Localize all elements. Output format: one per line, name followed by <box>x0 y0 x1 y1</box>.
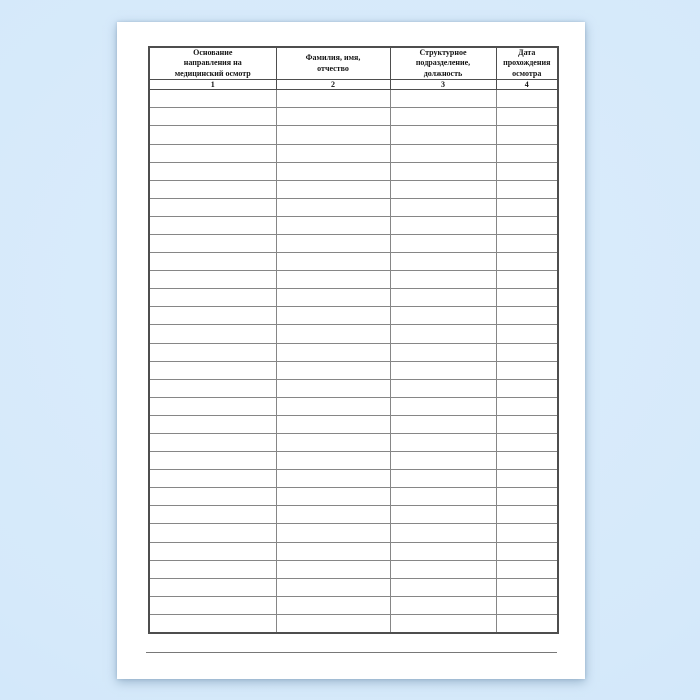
table-row <box>149 162 558 180</box>
table-cell <box>276 415 390 433</box>
header-line: прохождения <box>503 58 551 68</box>
table-cell <box>390 379 496 397</box>
table-cell <box>276 506 390 524</box>
table-cell <box>496 180 558 198</box>
table-cell <box>390 162 496 180</box>
header-line: подразделение, <box>415 58 471 68</box>
header-line: Фамилия, имя, <box>305 53 361 63</box>
column-number-row <box>149 80 558 90</box>
table-row <box>149 434 558 452</box>
column-number-cell: 2 <box>276 80 390 90</box>
table-cell <box>276 596 390 614</box>
table-row <box>149 234 558 252</box>
table-cell <box>276 379 390 397</box>
table-cell <box>496 234 558 252</box>
table-cell <box>496 307 558 325</box>
table-cell <box>276 325 390 343</box>
table-cell <box>496 325 558 343</box>
table-cell <box>276 560 390 578</box>
table-cell <box>390 234 496 252</box>
header-line: должность <box>423 68 463 78</box>
table-cell <box>496 434 558 452</box>
table-row <box>149 596 558 614</box>
column-number-cell: 4 <box>496 80 558 90</box>
table-cell <box>390 596 496 614</box>
table-cell <box>149 180 276 198</box>
table-cell <box>390 506 496 524</box>
table-cell <box>276 488 390 506</box>
table-cell <box>390 470 496 488</box>
table-row <box>149 90 558 108</box>
table-cell <box>149 542 276 560</box>
table-cell <box>276 253 390 271</box>
table-cell <box>276 108 390 126</box>
table-cell <box>276 126 390 144</box>
table-cell <box>276 216 390 234</box>
table-cell <box>496 108 558 126</box>
header-row <box>149 47 558 80</box>
table-cell <box>390 578 496 596</box>
table-cell <box>496 560 558 578</box>
table-cell <box>390 108 496 126</box>
column-number-cell: 1 <box>149 80 276 90</box>
table-cell <box>149 253 276 271</box>
table-cell <box>496 614 558 633</box>
table-cell <box>390 216 496 234</box>
table-cell <box>149 560 276 578</box>
table-cell <box>276 180 390 198</box>
table-cell <box>496 397 558 415</box>
table-cell <box>276 343 390 361</box>
table-row <box>149 506 558 524</box>
table-cell <box>276 614 390 633</box>
table-cell <box>496 253 558 271</box>
table-cell <box>276 470 390 488</box>
table-header <box>149 47 558 90</box>
table-cell <box>496 289 558 307</box>
table-cell <box>496 506 558 524</box>
table-row <box>149 578 558 596</box>
table-cell <box>390 415 496 433</box>
table-cell <box>149 614 276 633</box>
table-cell <box>149 506 276 524</box>
table-cell <box>149 397 276 415</box>
table-cell <box>149 144 276 162</box>
table-cell <box>390 343 496 361</box>
table-cell <box>390 198 496 216</box>
table-cell <box>276 90 390 108</box>
table-row <box>149 397 558 415</box>
table-cell <box>496 415 558 433</box>
header-line: Дата <box>518 48 536 57</box>
table-row <box>149 216 558 234</box>
table-cell <box>390 289 496 307</box>
table-cell <box>276 198 390 216</box>
table-cell <box>276 434 390 452</box>
table-cell <box>390 144 496 162</box>
table-cell <box>276 578 390 596</box>
table-cell <box>149 198 276 216</box>
table-cell <box>390 307 496 325</box>
table-row <box>149 108 558 126</box>
table-cell <box>390 560 496 578</box>
table-cell <box>149 108 276 126</box>
table-cell <box>390 434 496 452</box>
table-row <box>149 524 558 542</box>
table-row <box>149 488 558 506</box>
table-cell <box>390 397 496 415</box>
header-line: осмотра <box>512 68 542 78</box>
table-cell <box>149 307 276 325</box>
table-cell <box>496 379 558 397</box>
table-cell <box>496 216 558 234</box>
table-row <box>149 560 558 578</box>
header-line: направления на <box>183 58 242 68</box>
table-row <box>149 307 558 325</box>
header-line: Структурное <box>419 48 467 57</box>
table-cell <box>276 271 390 289</box>
table-cell <box>496 90 558 108</box>
column-header-department <box>390 47 496 80</box>
table-cell <box>390 271 496 289</box>
table-cell <box>496 144 558 162</box>
table-cell <box>149 216 276 234</box>
table-cell <box>276 542 390 560</box>
table-cell <box>390 253 496 271</box>
table-cell <box>390 614 496 633</box>
table-cell <box>276 144 390 162</box>
table-cell <box>276 307 390 325</box>
table-row <box>149 271 558 289</box>
table-cell <box>390 488 496 506</box>
table-row <box>149 289 558 307</box>
table-cell <box>149 578 276 596</box>
table-cell <box>390 361 496 379</box>
table-cell <box>149 90 276 108</box>
table-cell <box>496 524 558 542</box>
header-line: Основание <box>193 48 233 57</box>
column-number-cell: 3 <box>390 80 496 90</box>
table-cell <box>390 90 496 108</box>
table-row <box>149 343 558 361</box>
table-cell <box>496 542 558 560</box>
table-cell <box>496 470 558 488</box>
table-cell <box>149 271 276 289</box>
table-cell <box>276 289 390 307</box>
table-cell <box>496 126 558 144</box>
column-header-basis <box>149 47 276 80</box>
table-row <box>149 198 558 216</box>
header-line: медицинский осмотр <box>174 68 251 78</box>
table-cell <box>496 198 558 216</box>
table-cell <box>149 488 276 506</box>
table-cell <box>390 524 496 542</box>
table-cell <box>496 452 558 470</box>
table-cell <box>276 524 390 542</box>
table-row <box>149 144 558 162</box>
table-cell <box>149 470 276 488</box>
table-cell <box>149 596 276 614</box>
table-cell <box>390 180 496 198</box>
table-cell <box>390 542 496 560</box>
table-row <box>149 361 558 379</box>
header-line: отчество <box>317 63 349 73</box>
table-row <box>149 415 558 433</box>
table-cell <box>149 434 276 452</box>
table-row <box>149 126 558 144</box>
table-row <box>149 253 558 271</box>
table-cell <box>496 488 558 506</box>
table-cell <box>149 234 276 252</box>
empty-rows <box>149 90 558 633</box>
table-row <box>149 614 558 633</box>
table-cell <box>276 162 390 180</box>
table-cell <box>496 361 558 379</box>
table-cell <box>276 361 390 379</box>
table-row <box>149 325 558 343</box>
table-row <box>149 180 558 198</box>
table-cell <box>390 126 496 144</box>
table-cell <box>276 234 390 252</box>
signature-rule <box>146 652 557 653</box>
table-cell <box>149 452 276 470</box>
table-cell <box>390 325 496 343</box>
table-row <box>149 470 558 488</box>
table-row <box>149 379 558 397</box>
table-cell <box>276 397 390 415</box>
table-row <box>149 542 558 560</box>
table-cell <box>149 524 276 542</box>
table-cell <box>390 452 496 470</box>
table-row <box>149 452 558 470</box>
table-cell <box>276 452 390 470</box>
table-cell <box>149 361 276 379</box>
table-cell <box>149 289 276 307</box>
table-cell <box>496 343 558 361</box>
table-cell <box>149 415 276 433</box>
column-header-exam-date <box>496 47 558 80</box>
medical-exam-log-table <box>148 46 559 634</box>
table-cell <box>149 379 276 397</box>
table-cell <box>149 343 276 361</box>
document-page <box>117 22 585 679</box>
table-cell <box>149 126 276 144</box>
table-cell <box>149 162 276 180</box>
table-cell <box>496 271 558 289</box>
table-cell <box>496 596 558 614</box>
table-cell <box>496 162 558 180</box>
table-cell <box>149 325 276 343</box>
table-cell <box>496 578 558 596</box>
column-header-full-name <box>276 47 390 80</box>
